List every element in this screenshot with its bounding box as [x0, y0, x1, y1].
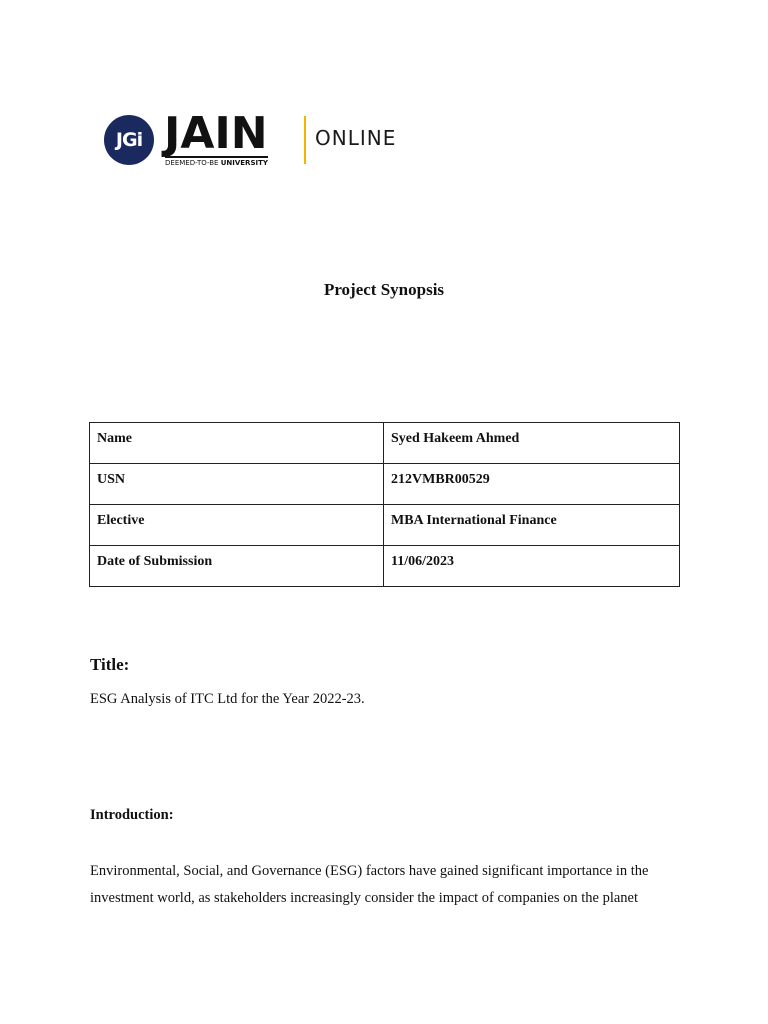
row-label: Elective [90, 505, 384, 546]
introduction-line: investment world, as stakeholders increasingly consider the impact of companies on the planet [90, 890, 639, 906]
introduction-body [90, 858, 690, 912]
title-heading: Title: [90, 655, 130, 674]
badge-text: JGi [115, 129, 143, 151]
row-value: 212VMBR00529 [384, 464, 680, 505]
row-value: MBA International Finance [384, 505, 680, 546]
logo-divider [304, 116, 306, 164]
row-value: Syed Hakeem Ahmed [384, 423, 680, 464]
logo-tagline [165, 156, 268, 168]
logo-online-text: ONLINE [315, 126, 397, 150]
row-label: Name [90, 423, 384, 464]
title-text: ESG Analysis of ITC Ltd for the Year 2022-23. [90, 691, 365, 707]
logo-wordmark: JAIN [164, 108, 268, 159]
row-label: Date of Submission [90, 546, 384, 587]
table-row [90, 505, 680, 546]
info-table [89, 422, 680, 587]
row-label: USN [90, 464, 384, 505]
logo-tagline-prefix: DEEMED-TO-BE [165, 159, 219, 167]
table-row [90, 546, 680, 587]
table-row [90, 423, 680, 464]
jgi-badge-icon [104, 115, 154, 165]
row-value: 11/06/2023 [384, 546, 680, 587]
logo-tagline-suffix: UNIVERSITY [220, 159, 268, 167]
document-heading: Project Synopsis [323, 280, 445, 299]
introduction-heading: Introduction: [90, 807, 174, 823]
introduction-line: Environmental, Social, and Governance (ESG) factors have gained significant importance in the [90, 863, 649, 879]
university-logo [104, 108, 414, 168]
table-row [90, 464, 680, 505]
